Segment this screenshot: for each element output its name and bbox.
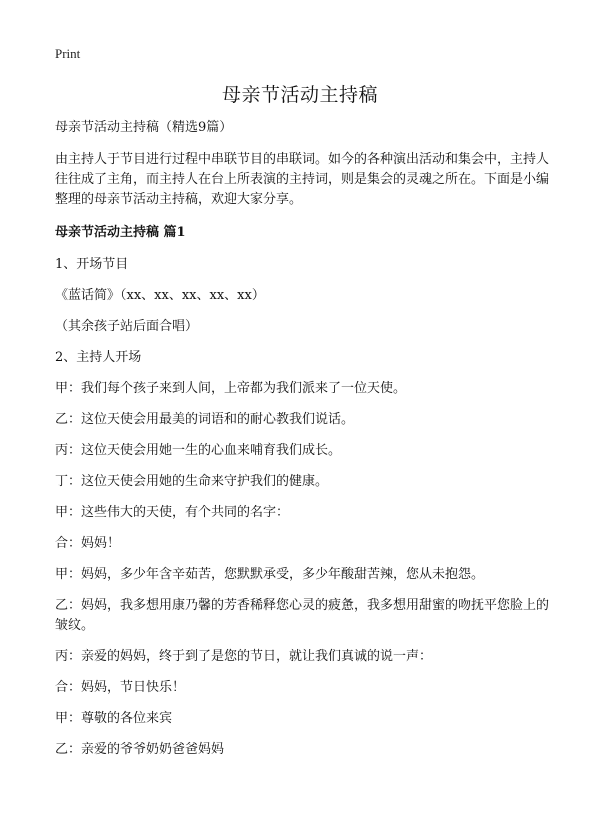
script-line: 乙：这位天使会用最美的词语和的耐心教我们说话。	[55, 412, 355, 427]
script-line: 甲：尊敬的各位来宾	[55, 711, 173, 726]
script-line: （其余孩子站后面合唱）	[55, 319, 199, 334]
script-line: 乙：妈妈，我多想用康乃馨的芳香稀释您心灵的疲惫，我多想用甜蜜的吻抚平您脸上的皱纹。	[55, 598, 550, 633]
page-title: 母亲节活动主持稿	[221, 84, 378, 106]
script-line: 合：妈妈！	[55, 536, 121, 551]
script-line: 2、主持人开场	[55, 350, 142, 365]
script-line: 丙：这位天使会用她一生的心血来哺育我们成长。	[55, 443, 342, 458]
script-line: 丁：这位天使会用她的生命来守护我们的健康。	[55, 474, 329, 489]
script-line: 乙：亲爱的爷爷奶奶爸爸妈妈	[55, 742, 225, 757]
print-link[interactable]: Print	[55, 46, 81, 61]
article-body	[55, 118, 555, 771]
script-line: 甲：我们每个孩子来到人间，上帝都为我们派来了一位天使。	[55, 381, 407, 396]
article-subtitle: 母亲节活动主持稿（精选9篇）	[55, 120, 233, 135]
script-line: 1、开场节目	[55, 257, 129, 272]
script-line: 丙：亲爱的妈妈，终于到了是您的节日，就让我们真诚的说一声：	[55, 649, 433, 664]
script-line: 甲：这些伟大的天使，有个共同的名字：	[55, 505, 290, 520]
intro-paragraph: 由主持人于节目进行过程中串联节目的串联词。如今的各种演出活动和集会中，主持人往往成了主角，而主持人在台上所表演的主持词，则是集会的灵魂之所在。下面是小编整理的母亲节活动主持稿，欢迎大家分享。	[55, 152, 550, 207]
section-heading: 母亲节活动主持稿 篇1	[55, 225, 186, 240]
script-line: 合：妈妈，节日快乐！	[55, 680, 186, 695]
script-line: 《蓝话简》（xx、xx、xx、xx、xx）	[55, 288, 265, 303]
script-line: 甲：妈妈，多少年含辛茹苦，您默默承受，多少年酸甜苦辣，您从未抱怨。	[55, 567, 485, 582]
